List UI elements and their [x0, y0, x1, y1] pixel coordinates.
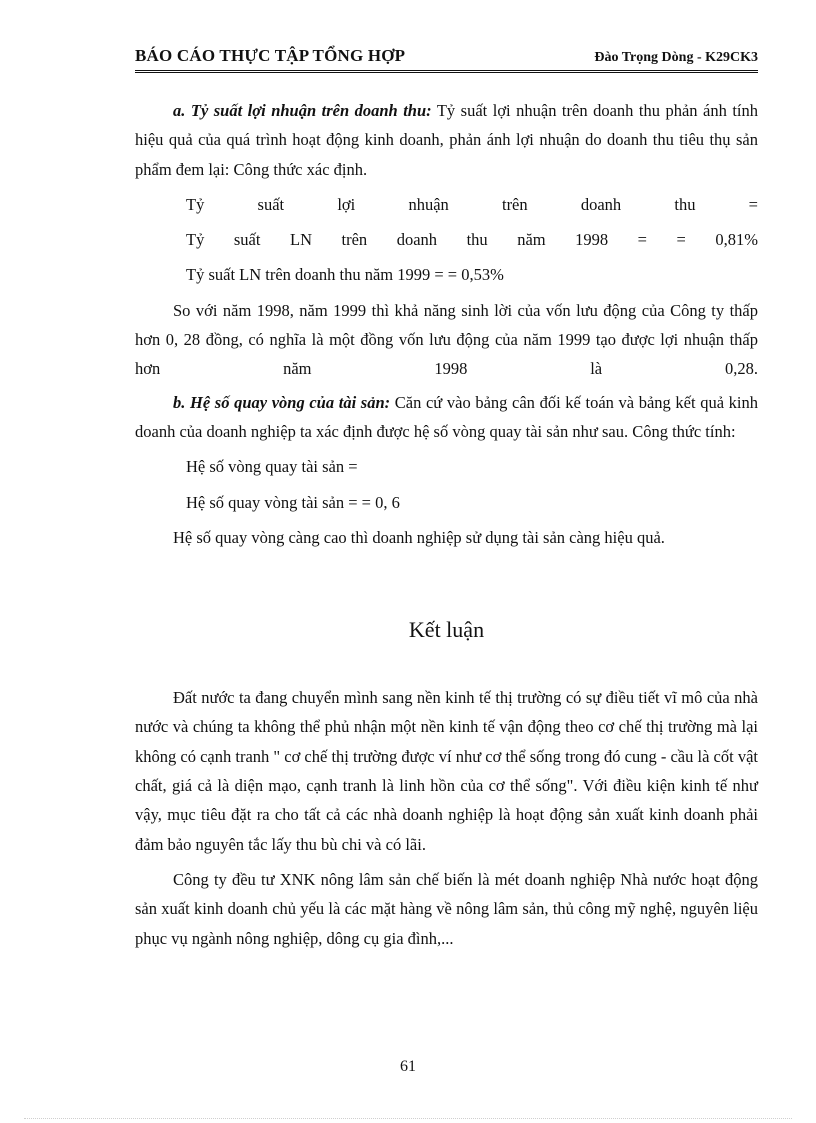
conclusion-paragraph-1: Đất nước ta đang chuyển mình sang nền kinh tế thị trường có sự điều tiết vĩ mô của nhà nước và chúng ta không thể phủ nhận một nền kinh tế vận động theo cơ chế thị trường mà lại không có cạnh tranh " cơ chế thị trường được ví như cơ thể sống trong đó cung - cầu là cốt vật chất, giá cả là diện mạo, cạnh tranh là linh hồn của cơ thể sống". Với điều kiện kinh tế như vậy, mục tiêu đặt ra cho tất cả các nhà doanh nghiệp là hoạt động sản xuất kinh doanh phải đảm bảo nguyên tắc lấy thu bù chi và có lãi.: [135, 688, 758, 854]
paragraph-section-b: [135, 388, 758, 447]
paragraph-section-a: [135, 96, 758, 184]
asset-turnover-value: Hệ số quay vòng tài sản = = 0, 6: [186, 492, 400, 512]
formula-asset-turnover: Hệ số vòng quay tài sản =: [186, 457, 358, 477]
section-b-text: Căn cứ vào bảng cân đối kế toán và bảng kết quả kinh doanh của doanh nghiệp ta xác định được hệ số vòng quay tài sản như sau. Công thức tính:: [135, 392, 759, 441]
section-a-text: Tỷ suất lợi nhuận trên doanh thu phản ánh tính hiệu quả của quá trình hoạt động kinh doanh, phản ánh lợi nhuận do doanh thu tiêu thụ sản phẩm đem lại: Công thức xác định.: [135, 101, 758, 179]
paragraph-comparison: So với năm 1998, năm 1999 thì khả năng sinh lời của vốn lưu động của Công ty thấp hơn 0, 28 đồng, có nghĩa là một đồng vốn lưu động của năm 1999 tạo được lợi nhuận thấp hơn năm 1998 là 0,28.: [135, 300, 758, 379]
formula-1999: Tỷ suất LN trên doanh thu năm 1999 = = 0,53%: [186, 265, 504, 285]
page-content: [135, 96, 758, 953]
report-title: BÁO CÁO THỰC TẬP TỔNG HỢP: [135, 46, 406, 65]
section-b-heading: b. Hệ số quay vòng của tài sản:: [173, 392, 391, 412]
formula-1998: Tỷ suất LN trên doanh thu năm 1998 = = 0,81%: [186, 230, 758, 250]
page-number: 61: [400, 1058, 416, 1075]
page-header: [135, 44, 758, 73]
formula-profit-ratio: Tỷ suất lợi nhuận trên doanh thu =: [186, 194, 758, 214]
section-a-heading: a. Tỷ suất lợi nhuận trên doanh thu:: [173, 101, 432, 120]
conclusion-paragraph-2: Công ty đều tư XNK nông lâm sản chế biến là mét doanh nghiệp Nhà nước hoạt động sản xuất kinh doanh chủ yếu là các mặt hàng về nông lâm sản, thủ công mỹ nghệ, nguyên liệu phục vụ ngành nông nghiệp, dông cụ gia đình,...: [135, 869, 758, 948]
page-bottom-border: [24, 1118, 792, 1119]
author-label: Đào Trọng Dòng - K29CK3: [594, 50, 758, 65]
asset-turnover-conclusion: Hệ số quay vòng càng cao thì doanh nghiệp sử dụng tài sản càng hiệu quả.: [173, 527, 665, 547]
section-title-ket-luan: Kết luận: [408, 617, 485, 643]
